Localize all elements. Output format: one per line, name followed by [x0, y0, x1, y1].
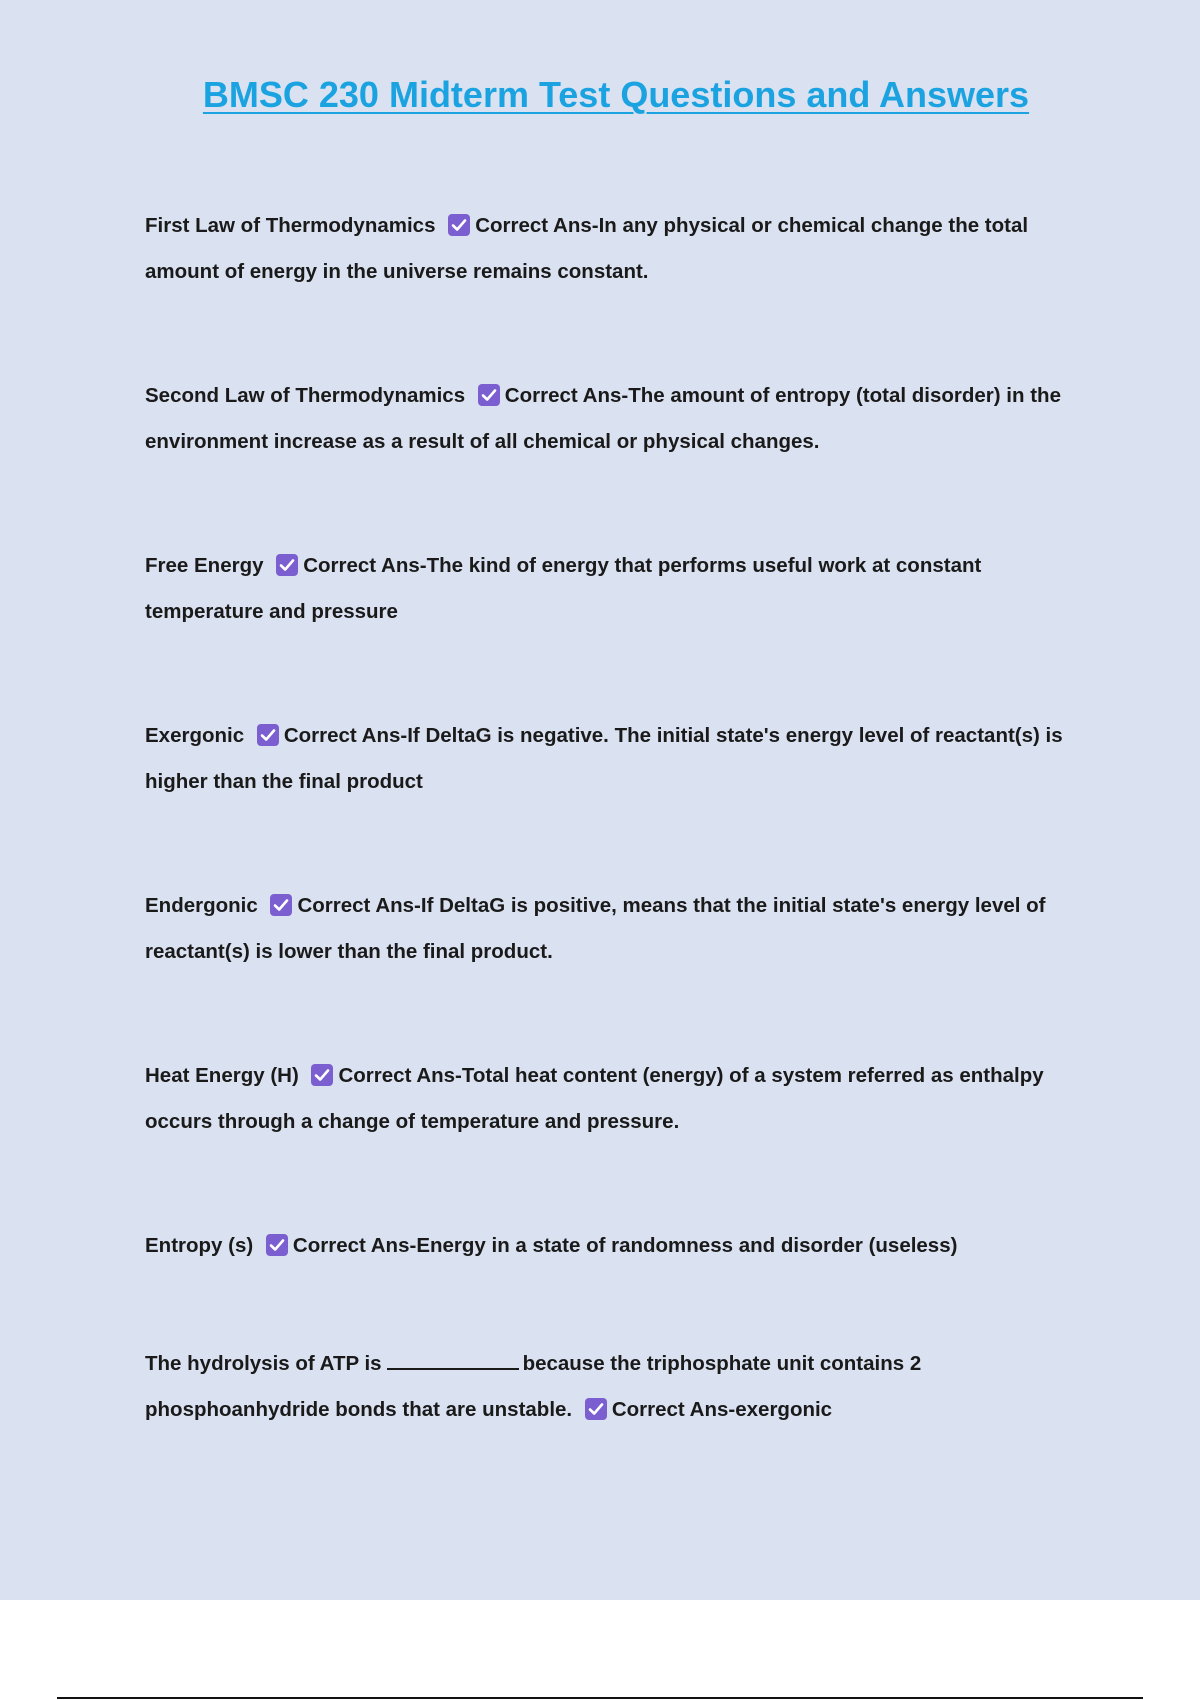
checked-checkbox-icon [447, 213, 471, 237]
answer-text: The kind of energy that performs useful work at constant temperature and pressure [145, 554, 982, 623]
question-term: Second Law of Thermodynamics [145, 384, 466, 407]
answer-text: If DeltaG is negative. The initial state's energy level of reactant(s) is higher than the final product [145, 724, 1063, 793]
checked-checkbox-icon [275, 553, 299, 577]
page-title: BMSC 230 Midterm Test Questions and Answers [202, 74, 1030, 115]
footer-divider [57, 1697, 1143, 1699]
answer-text: The amount of entropy (total disorder) in the environment increase as a result of all chemical or physical changes. [145, 384, 1061, 453]
answer-prefix: Correct Ans- [292, 1234, 417, 1257]
qa-list [145, 203, 1105, 1511]
answer-text: Energy in a state of randomness and disorder (useless) [416, 1234, 958, 1257]
question-term: First Law of Thermodynamics [145, 214, 436, 237]
qa-item-atp-hydrolysis [145, 1341, 1105, 1433]
qa-item-entropy [145, 1223, 1105, 1269]
qa-item-endergonic [145, 883, 1105, 975]
checked-checkbox-icon [477, 383, 501, 407]
question-term: Heat Energy (H) [145, 1064, 299, 1087]
answer-prefix: Correct Ans- [303, 554, 427, 577]
fill-in-blank [387, 1350, 519, 1370]
qa-item-heat-energy [145, 1053, 1105, 1145]
answer-text: If DeltaG is positive, means that the initial state's energy level of reactant(s) is lower than the final product. [145, 894, 1046, 963]
checked-checkbox-icon [269, 893, 293, 917]
qa-item-free-energy [145, 543, 1105, 635]
answer-text: In any physical or chemical change the total amount of energy in the universe remains constant. [145, 214, 1029, 283]
question-term: Exergonic [145, 724, 245, 747]
checked-checkbox-icon [256, 723, 280, 747]
qa-item-first-law [145, 203, 1105, 295]
question-term: Entropy (s) [145, 1234, 254, 1257]
answer-prefix: Correct Ans- [283, 724, 408, 747]
answer-prefix: Correct Ans- [338, 1064, 462, 1087]
checked-checkbox-icon [584, 1397, 608, 1421]
answer-text: exergonic [735, 1398, 833, 1421]
answer-prefix: Correct Ans- [297, 894, 421, 917]
checked-checkbox-icon [310, 1063, 334, 1087]
qa-item-second-law [145, 373, 1105, 465]
answer-text: Total heat content (energy) of a system referred as enthalpy occurs through a change of temperature and pressure. [145, 1064, 1044, 1133]
question-term: Free Energy [145, 554, 264, 577]
answer-prefix: Correct Ans- [504, 384, 629, 407]
qa-item-exergonic [145, 713, 1105, 805]
question-text-start: The hydrolysis of ATP is [145, 1352, 382, 1375]
question-text-end: because the triphosphate unit contains 2 phosphoanhydride bonds that are unstable. [145, 1352, 922, 1421]
answer-prefix: Correct Ans- [611, 1398, 736, 1421]
checked-checkbox-icon [265, 1233, 289, 1257]
answer-prefix: Correct Ans- [475, 214, 599, 237]
question-term: Endergonic [145, 894, 258, 917]
